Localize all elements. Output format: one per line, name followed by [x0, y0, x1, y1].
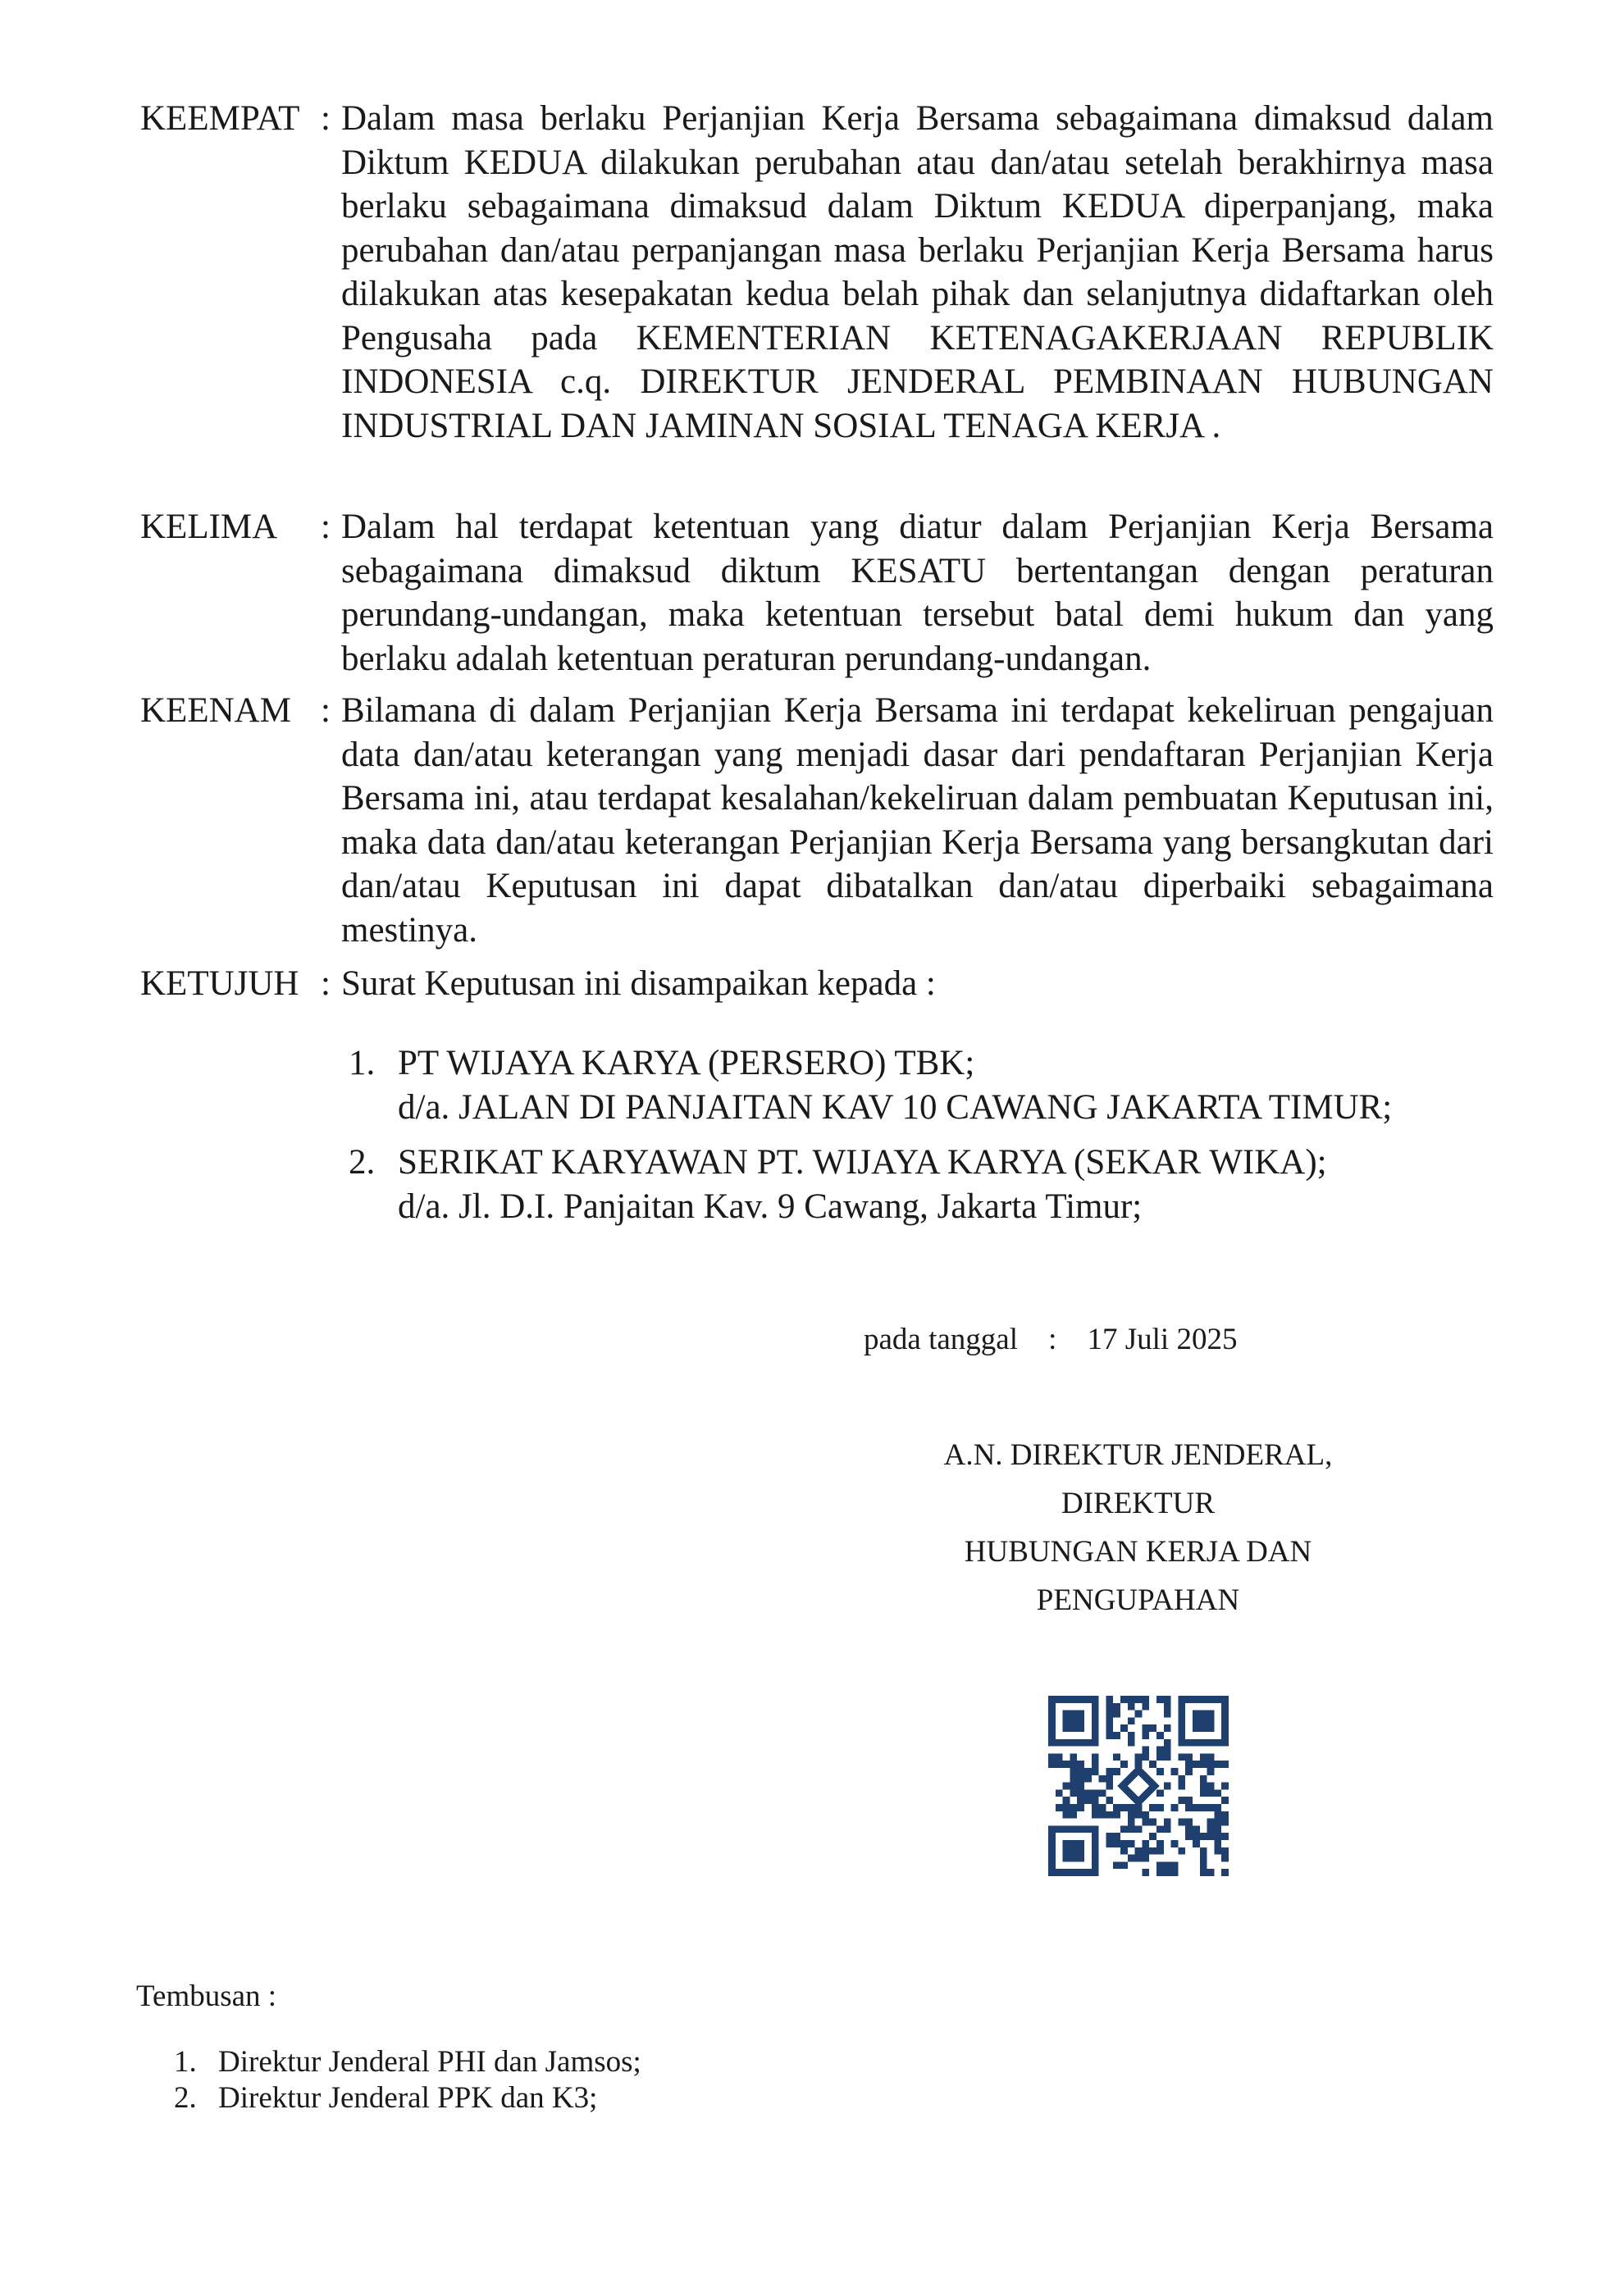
diktum-label: KELIMA [140, 508, 278, 546]
signature-date [864, 1322, 1237, 1358]
diktum-keenam [140, 689, 1494, 952]
diktum-colon: : [321, 508, 331, 546]
tembusan-number: 2. [174, 2081, 197, 2115]
qr-code-icon [1048, 1696, 1229, 1876]
recipient-number: 1. [349, 1044, 376, 1082]
diktum-colon: : [321, 99, 331, 138]
signatory-line: HUBUNGAN KERJA DAN [964, 1535, 1312, 1569]
recipient-item [349, 1041, 1392, 1129]
tembusan-item [174, 2044, 641, 2080]
signatory-line: PENGUPAHAN [1036, 1583, 1240, 1617]
diktum-label: KEENAM [140, 691, 291, 730]
date-value: 17 Juli 2025 [1087, 1323, 1238, 1356]
recipient-list [349, 1041, 1392, 1240]
diktum-ketujuh [140, 962, 1494, 1006]
recipient-name: SERIKAT KARYAWAN PT. WIJAYA KARYA (SEKAR WIKA); [398, 1143, 1327, 1182]
diktum-colon: : [321, 691, 331, 730]
tembusan-list [174, 2044, 641, 2116]
tembusan-text: Direktur Jenderal PHI dan Jamsos; [218, 2045, 641, 2079]
diktum-text: Dalam masa berlaku Perjanjian Kerja Bersama sebagaimana dimaksud dalam Diktum KEDUA dilakukan perubahan atau dan/atau setelah berakhirnya masa berlaku sebagaimana dimaksud dalam Diktum KEDUA diperpanjang, maka perubahan dan/atau perpanjangan masa berlaku Perjanjian Kerja Bersama harus dilakukan atas kesepakatan kedua belah pihak dan selanjutnya didaftarkan oleh Pengusaha pada KEMENTERIAN KETENAGAKERJAAN REPUBLIK INDONESIA c.q. DIREKTUR JENDERAL PEMBINAAN HUBUNGAN INDUSTRIAL DAN JAMINAN SOSIAL TENAGA KERJA . [341, 99, 1494, 445]
recipient-address: d/a. Jl. D.I. Panjaitan Kav. 9 Cawang, Jakarta Timur; [398, 1187, 1143, 1226]
date-label: pada tanggal [864, 1323, 1018, 1356]
tembusan-number: 1. [174, 2045, 197, 2079]
tembusan-title: Tembusan : [136, 1979, 277, 2013]
diktum-keempat [140, 97, 1494, 448]
diktum-text: Bilamana di dalam Perjanjian Kerja Bersama ini terdapat kekeliruan pengajuan data dan/atau keterangan yang menjadi dasar dari pendaftaran Perjanjian Kerja Bersama ini, atau terdapat kesalahan/kekeliruan dalam pembuatan Keputusan ini, maka data dan/atau keterangan Perjanjian Kerja Bersama yang bersangkutan dari dan/atau Keputusan ini dapat dibatalkan dan/atau diperbaiki sebagaimana mestinya. [341, 691, 1494, 950]
diktum-label: KEEMPAT [140, 99, 300, 138]
signatory-line: DIREKTUR [1061, 1487, 1216, 1520]
diktum-colon: : [321, 964, 331, 1003]
signatory-line: A.N. DIREKTUR JENDERAL, [943, 1438, 1333, 1472]
diktum-kelima [140, 505, 1494, 681]
diktum-label: KETUJUH [140, 964, 299, 1003]
recipient-number: 2. [349, 1143, 376, 1182]
signatory-block [837, 1431, 1439, 1624]
diktum-text: Dalam hal terdapat ketentuan yang diatur dalam Perjanjian Kerja Bersama sebagaimana dimaksud diktum KESATU bertentangan dengan peraturan perundang-undangan, maka ketentuan tersebut batal demi hukum dan yang berlaku adalah ketentuan peraturan perundang-undangan. [341, 508, 1494, 678]
diktum-text: Surat Keputusan ini disampaikan kepada : [341, 964, 936, 1003]
recipient-address: d/a. JALAN DI PANJAITAN KAV 10 CAWANG JAKARTA TIMUR; [398, 1087, 1393, 1127]
date-separator: : [1048, 1323, 1057, 1356]
tembusan-text: Direktur Jenderal PPK dan K3; [218, 2081, 598, 2115]
recipient-name: PT WIJAYA KARYA (PERSERO) TBK; [398, 1044, 975, 1082]
tembusan-item [174, 2080, 641, 2116]
recipient-item [349, 1141, 1392, 1228]
